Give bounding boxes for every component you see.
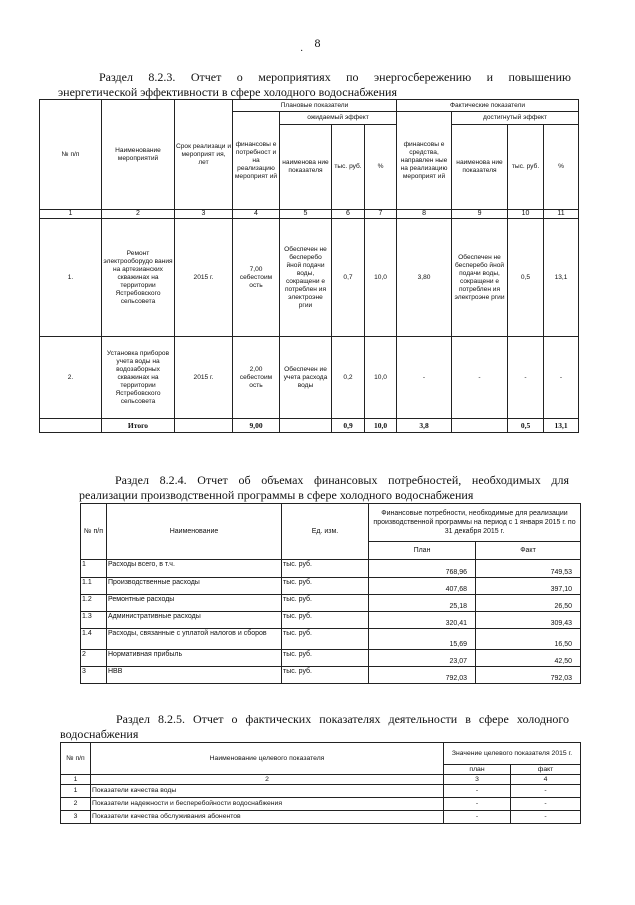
section1-heading-line1: Раздел 8.2.3. Отчет о мероприятиях по энергосбережению и повышению [99,70,571,84]
col-number: 2 [102,210,175,219]
row-name: Нормативная прибыль [107,650,282,667]
total-fact-pct: 13,1 [544,419,579,433]
value-header: Значение целевого показателя 2015 г. [444,743,581,765]
fact-header: факт [511,765,581,775]
fact-header: Факт [476,542,581,560]
col-number: 11 [544,210,579,219]
energy-measures-table [39,99,579,433]
plan-header: план [444,765,511,775]
row-name: Показатели качества обслуживания абонентов [91,811,444,824]
row-name: Ремонтные расходы [107,595,282,612]
row-pct: 10,0 [365,219,397,337]
plan-fin-header: финансовы е потребност и на реализацию мероприят ий [233,112,280,210]
row-plan: 23,07 [369,650,476,667]
row-plan: - [444,785,511,798]
financial-needs-table [80,503,581,684]
table-row [81,629,581,650]
col-number: 6 [332,210,365,219]
row-fact-fin: - [397,337,452,419]
row-name: Расходы всего, в т.ч. [107,560,282,578]
row-unit: тыс. руб. [282,595,369,612]
total-label: Итого [102,419,175,433]
row-fact: 309,43 [476,612,581,629]
section1-heading [99,70,571,85]
section3-heading-line2: водоснабжения [60,727,139,741]
row-num: 2. [40,337,102,419]
fin-needs-header: Финансовые потребности, необходимые для реализации производственной программы на период с 1 января 2015 г. по 31 декабря 2015 г. [369,504,581,542]
row-fact-indicator: Обеспечен не бесперебо йной подачи воды, сокращени е потреблен ия электроэне ргии [452,219,508,337]
col-num-header: № п/п [61,743,91,775]
row-num: 1.3 [81,612,107,629]
row-unit: тыс. руб. [282,650,369,667]
section3-heading-cont [60,727,560,742]
section2-heading-line2: реализации производственной программы в сфере холодного водоснабжения [79,488,474,502]
section2-heading-cont [79,488,579,503]
table-row [40,337,579,419]
table-row [81,612,581,629]
row-unit: тыс. руб. [282,578,369,595]
row-num: 1.1 [81,578,107,595]
row-fin: 7,00 себестоим ость [233,219,280,337]
col-number: 9 [452,210,508,219]
fact-pct-header: % [544,125,579,210]
row-name: Установка приборов учета воды на водозаборных скважинах на территории Ястребовского сельсовета [102,337,175,419]
actual-header: Фактические показатели [397,100,579,112]
row-fact: 26,50 [476,595,581,612]
row-plan: 15,69 [369,629,476,650]
row-unit: тыс. руб. [282,612,369,629]
row-num: 1.4 [81,629,107,650]
row-fact-pct: 13,1 [544,219,579,337]
row-plan: 792,03 [369,667,476,684]
col-number: 1 [40,210,102,219]
row-fact-rub: 0,5 [508,219,544,337]
row-plan: - [444,811,511,824]
table-row [61,798,581,811]
section1-heading-cont [58,85,578,100]
table-row [40,219,579,337]
col-number: 10 [508,210,544,219]
plan-indicator-header: наименова ние показателя [280,125,332,210]
total-fact-rub: 0,5 [508,419,544,433]
fact-rub-header: тыс. руб. [508,125,544,210]
row-num: 1 [61,785,91,798]
row-fact: - [511,811,581,824]
row-pct: 10,0 [365,337,397,419]
row-fact-pct: - [544,337,579,419]
total-row [40,419,579,433]
plan-rub-header: тыс. руб. [332,125,365,210]
row-fact-fin: 3,80 [397,219,452,337]
plan-header: План [369,542,476,560]
fact-indicator-header: наименова ние показателя [452,125,508,210]
row-num: 2 [81,650,107,667]
col-name-header: Наименование [107,504,282,560]
row-plan: 25,18 [369,595,476,612]
row-name: Административные расходы [107,612,282,629]
col-num-header: № п/п [40,100,102,210]
section2-heading-line1: Раздел 8.2.4. Отчет об объемах финансовых потребностей, необходимых для [115,473,569,487]
row-fact: 792,03 [476,667,581,684]
achieved-effect-header: достигнутый эффект [452,112,579,125]
row-term: 2015 г. [175,337,233,419]
expected-effect-header: ожидаемый эффект [280,112,397,125]
row-num: 1 [81,560,107,578]
page-number: 8 [314,36,321,50]
row-num: 3 [81,667,107,684]
row-fact: - [511,798,581,811]
total-rub: 0,9 [332,419,365,433]
row-rub: 0,7 [332,219,365,337]
col-name-header: Наименование мероприятий [102,100,175,210]
col-number: 4 [233,210,280,219]
row-name: Показатели качества воды [91,785,444,798]
row-fin: 2,00 себестоим ость [233,337,280,419]
row-num: 1.2 [81,595,107,612]
row-fact: - [511,785,581,798]
section1-heading-line2: энергетической эффективности в сфере холодного водоснабжения [58,85,397,99]
row-num: 2 [61,798,91,811]
total-pct: 10,0 [365,419,397,433]
row-unit: тыс. руб. [282,560,369,578]
row-fact: 397,10 [476,578,581,595]
row-plan: 407,68 [369,578,476,595]
col-unit-header: Ед. изм. [282,504,369,560]
col-number: 1 [61,775,91,785]
col-number: 8 [397,210,452,219]
col-number: 3 [444,775,511,785]
plan-pct-header: % [365,125,397,210]
row-fact: 16,50 [476,629,581,650]
row-unit: тыс. руб. [282,667,369,684]
row-fact: 749,53 [476,560,581,578]
col-term-header: Срок реализаци и мероприят ия, лет [175,100,233,210]
row-name: НВВ [107,667,282,684]
row-name: Показатели надежности и бесперебойности водоснабжения [91,798,444,811]
row-indicator: Обеспечен ие учета расхода воды [280,337,332,419]
table-row [81,650,581,667]
section3-heading-line1: Раздел 8.2.5. Отчет о фактических показателях деятельности в сфере холодного [116,712,569,726]
row-name: Производственные расходы [107,578,282,595]
table-row [81,560,581,578]
section3-heading [116,712,569,727]
table-row [61,811,581,824]
total-fact-fin: 3,8 [397,419,452,433]
row-plan: 320,41 [369,612,476,629]
table-row [81,667,581,684]
section2-heading [115,473,569,488]
col-num-header: № п/п [81,504,107,560]
total-fin: 9,00 [233,419,280,433]
row-fact: 42,50 [476,650,581,667]
col-number: 2 [91,775,444,785]
row-plan: 768,96 [369,560,476,578]
row-fact-rub: - [508,337,544,419]
table-row [61,785,581,798]
table-row [81,595,581,612]
row-num: 3 [61,811,91,824]
planned-header: Плановые показатели [233,100,397,112]
row-term: 2015 г. [175,219,233,337]
performance-indicators-table [60,742,581,824]
row-name: Ремонт электрооборудо вания на артезианских скважинах на территории Ястребовского сельсовета [102,219,175,337]
col-number: 4 [511,775,581,785]
row-num: 1. [40,219,102,337]
col-number: 3 [175,210,233,219]
row-unit: тыс. руб. [282,629,369,650]
col-number: 5 [280,210,332,219]
row-plan: - [444,798,511,811]
page-mark: · [300,46,304,57]
col-name-header: Наименование целевого показателя [91,743,444,775]
row-rub: 0,2 [332,337,365,419]
table-row [81,578,581,595]
row-name: Расходы, связанные с уплатой налогов и сборов [107,629,282,650]
col-number: 7 [365,210,397,219]
fact-fin-header: финансовы е средства, направлен ные на реализацию мероприят ий [397,112,452,210]
row-indicator: Обеспечен не бесперебо йной подачи воды, сокращени е потреблен ия электроэне ргии [280,219,332,337]
row-fact-indicator: - [452,337,508,419]
